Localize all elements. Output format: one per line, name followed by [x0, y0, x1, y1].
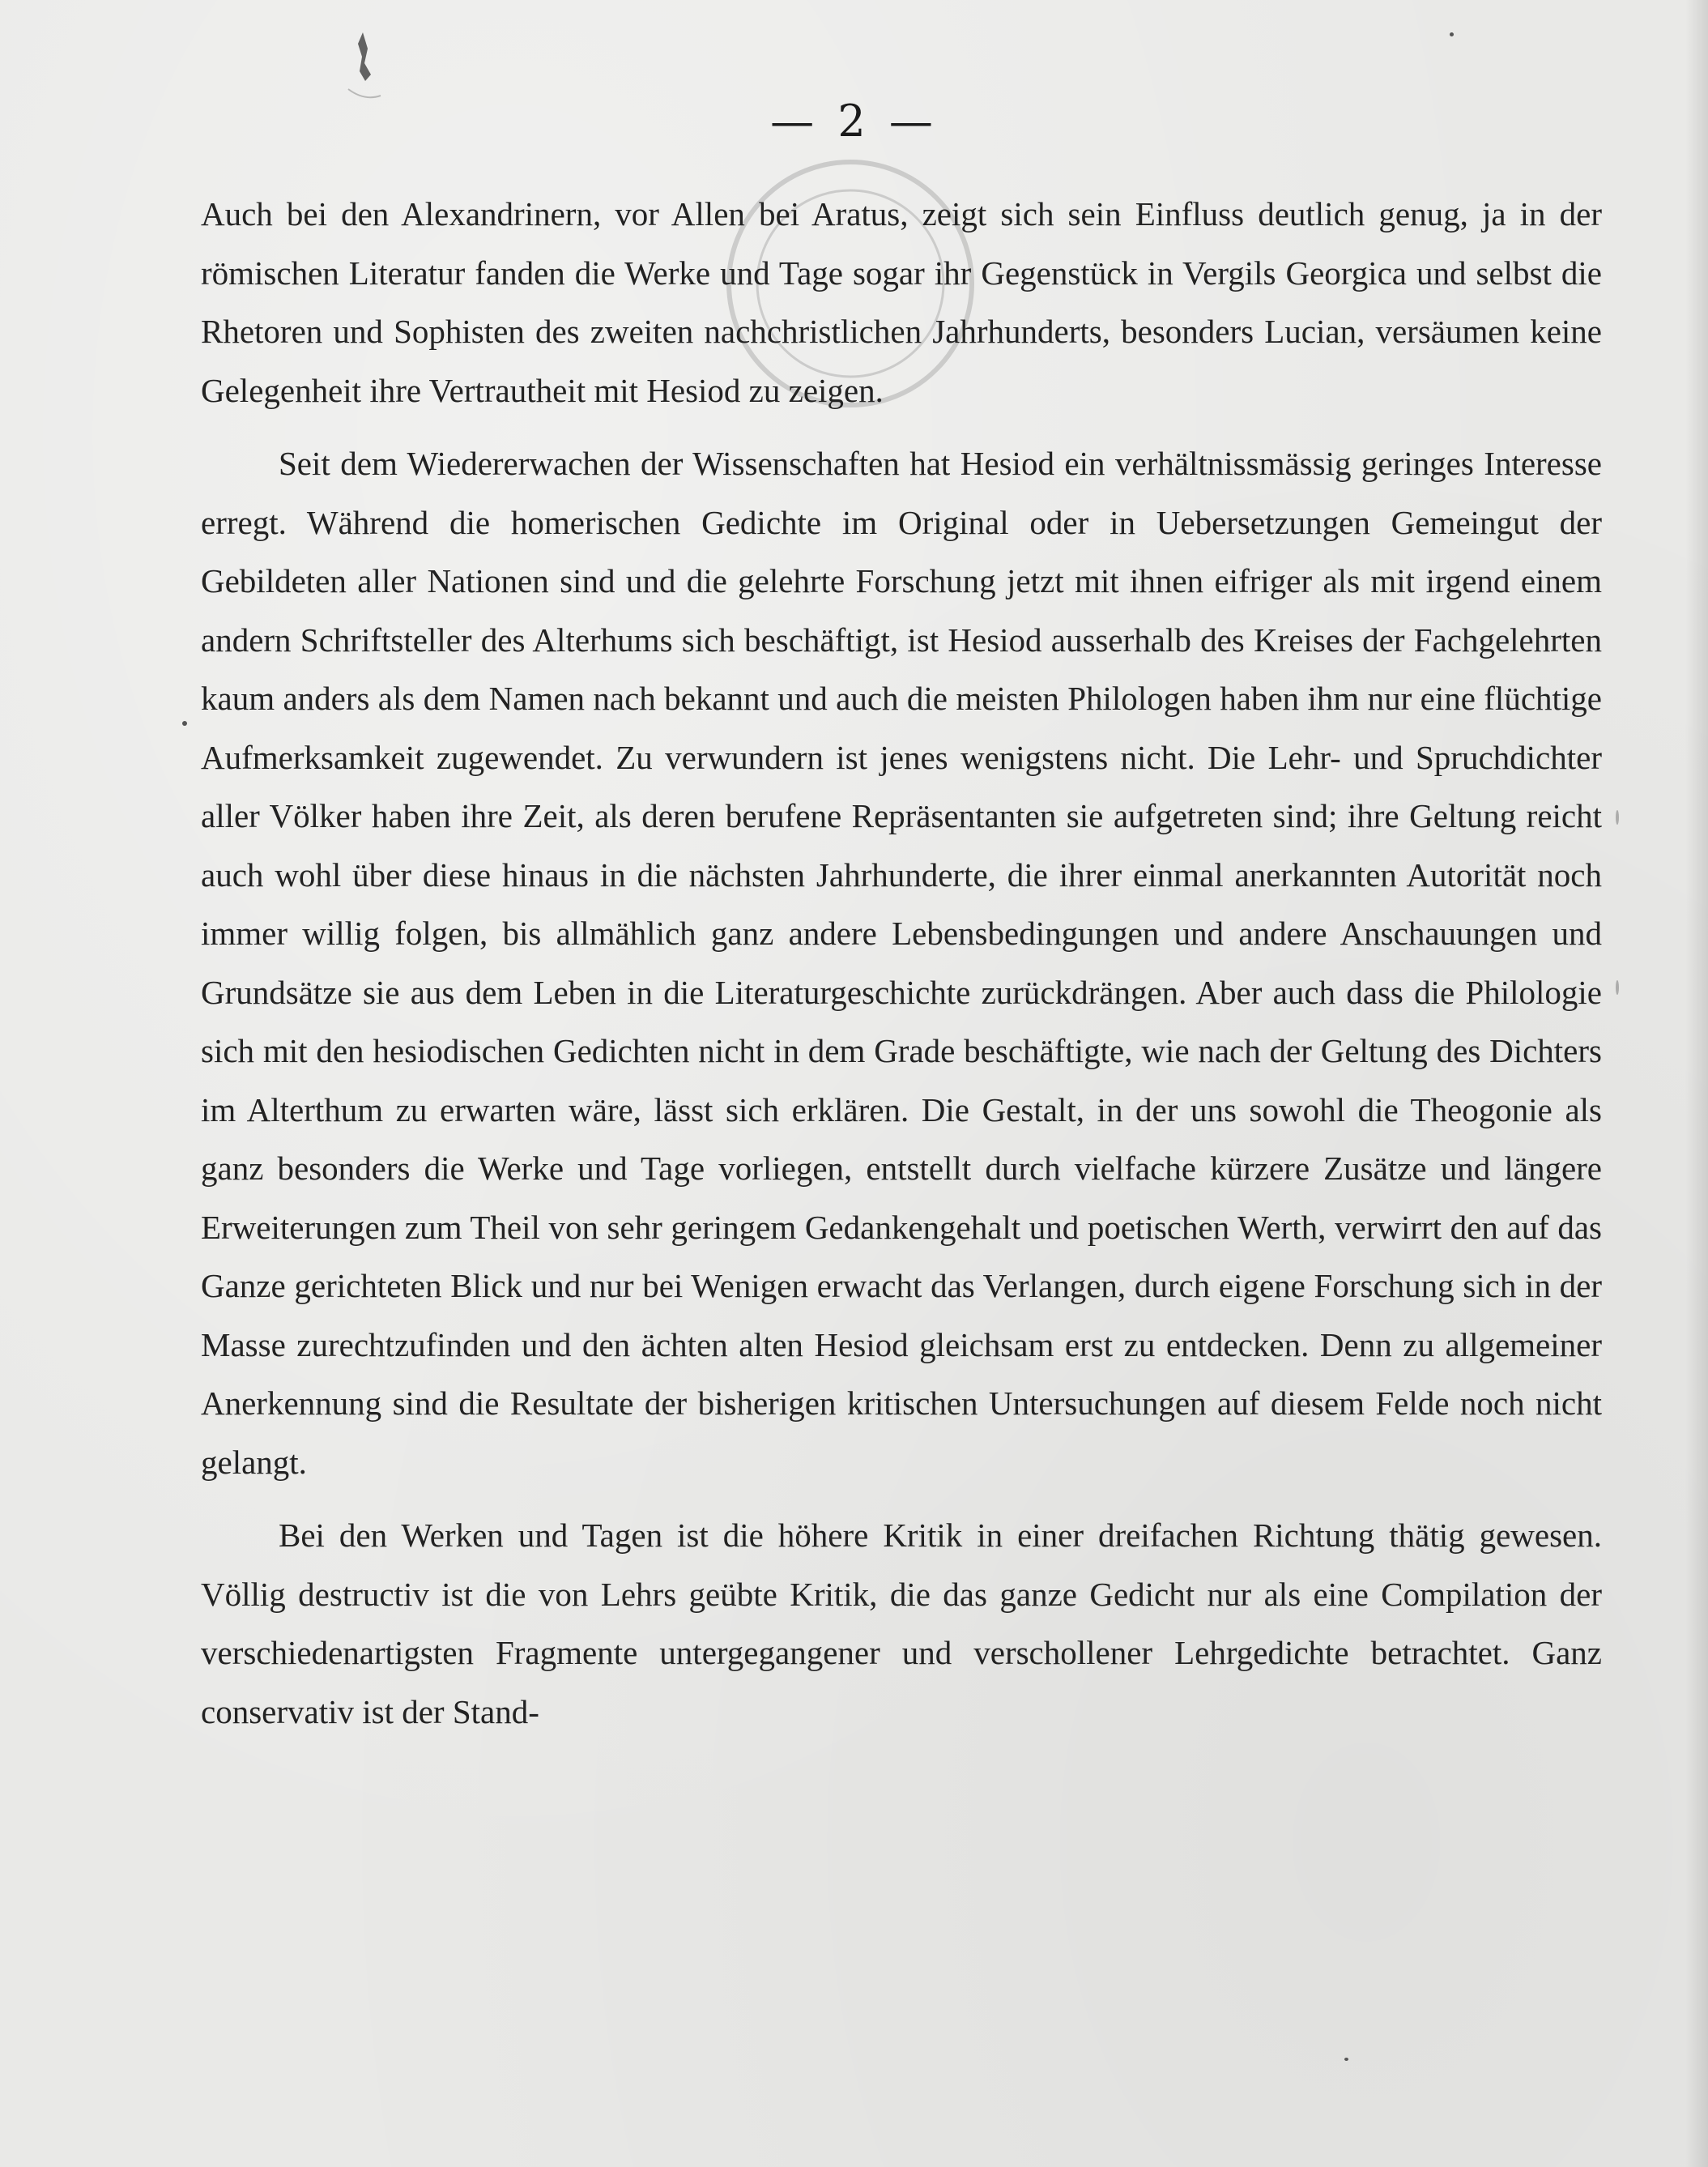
speck	[1616, 980, 1619, 995]
paragraph-3: Bei den Werken und Tagen ist die höhere Kritik in einer dreifachen Richtung thätig gewesen. Völlig destructiv ist die von Lehrs geübte Kritik, die das ganze Gedicht nur als eine Compilation der verschiedenartigsten Fragmente untergegangener und verschollener Lehrgedichte betrachtet. Ganz conservativ ist der Stand-	[201, 1516, 1602, 1730]
paragraph-2: Seit dem Wiedererwachen der Wissenschaften hat Hesiod ein verhältnissmässig geringes Interesse erregt. Während die homerischen Gedichte im Original oder in Uebersetzungen Gemeingut der Gebildeten aller Nationen sind und die gelehrte Forschung jetzt mit ihnen eifriger als mit irgend einem andern Schriftsteller des Alterhums sich beschäftigt, ist Hesiod ausserhalb des Kreises der Fachgelehrten kaum anders als dem Namen nach bekannt und auch die meisten Philologen haben ihm nur eine flüchtige Aufmerksamkeit zugewendet. Zu verwundern ist jenes wenigstens nicht. Die Lehr- und Spruchdichter aller Völker haben ihre Zeit, als deren berufene Repräsentanten sie aufgetreten sind; ihre Geltung reicht auch wohl über diese hinaus in die nächsten Jahrhunderte, die ihrer einmal anerkannten Autorität noch immer willig folgen, bis allmählich ganz andere Lebensbedingungen und andere Anschauungen und Grundsätze sie aus dem Leben in die Literaturgeschichte zurückdrängen. Aber auch dass die Philologie sich mit den hesiodischen Gedichten nicht in dem Grade beschäftigte, wie nach der Geltung des Dichters im Alterthum zu erwarten wäre, lässt sich erklären. Die Gestalt, in der uns sowohl die Theogonie als ganz besonders die Werke und Tage vorliegen, entstellt durch vielfache kürzere Zusätze und längere Erweiterungen zum Theil von sehr geringem Gedankengehalt und poetischen Werth, verwirrt den auf das Ganze gerichteten Blick und nur bei Wenigen erwacht das Verlangen, durch eigene Forschung sich in der Masse zurechtzufinden und den ächten alten Hesiod gleichsam erst zu entdecken. Denn zu allgemeiner Anerkennung sind die Resultate der bisherigen kritischen Untersuchungen auf diesem Felde noch nicht gelangt.	[201, 445, 1602, 1481]
speck	[1344, 2058, 1348, 2061]
speck	[1450, 32, 1454, 36]
page-edge-shadow	[1685, 0, 1708, 2167]
body-text	[201, 185, 1602, 1741]
speck	[1616, 810, 1619, 825]
page-number: — 2 —	[770, 96, 938, 147]
paragraph-1: Auch bei den Alexandrinern, vor Allen bei Aratus, zeigt sich sein Einfluss deutlich genug, ja in der römischen Literatur fanden die Werke und Tage sogar ihr Gegenstück in Vergils Georgica und selbst die Rhetoren und Sophisten des zweiten nachchristlichen Jahrhunderts, besonders Lucian, versäumen keine Gelegenheit ihre Vertrautheit mit Hesiod zu zeigen.	[201, 195, 1602, 409]
speck	[182, 721, 187, 726]
